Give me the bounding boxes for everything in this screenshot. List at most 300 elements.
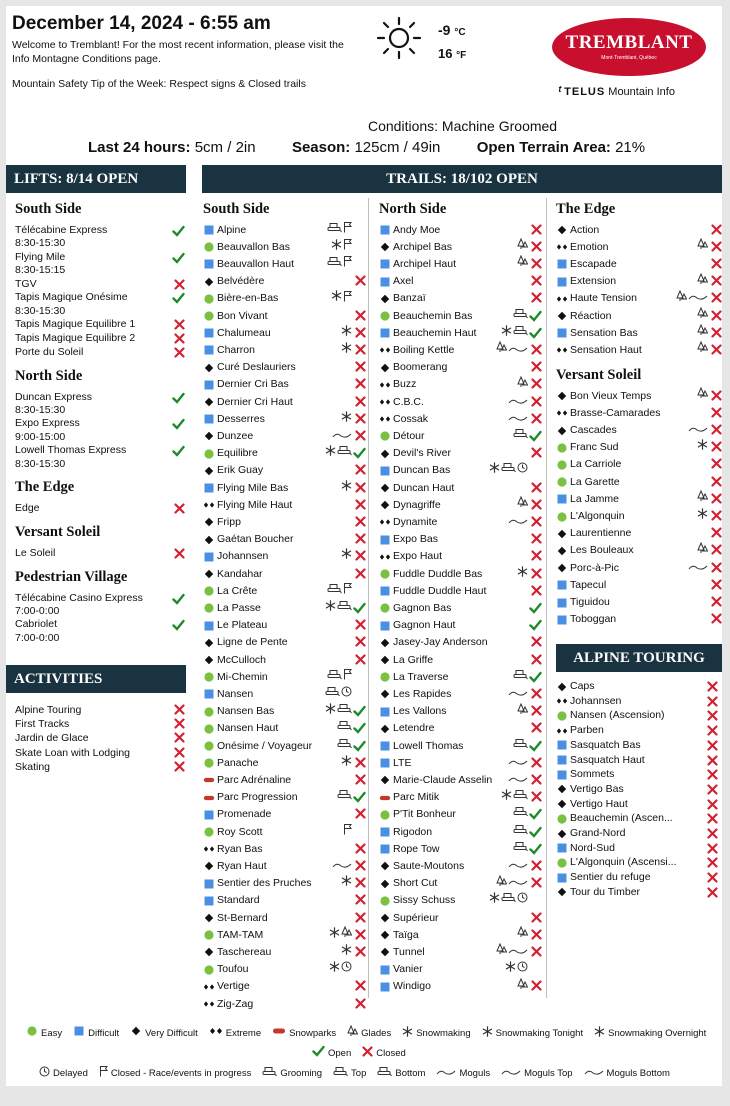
- extreme-double-diamond-icon: [203, 996, 215, 1013]
- trail-name: Desserres: [217, 412, 265, 425]
- trail-name: Andy Moe: [393, 223, 441, 236]
- snowmaking-overnight-icon: [594, 1026, 605, 1043]
- trail-tags: [517, 376, 528, 393]
- trail-row: [379, 600, 542, 617]
- lift-row: [15, 592, 185, 619]
- difficult-square-icon: [379, 824, 391, 841]
- very-difficult-diamond-icon: [203, 652, 215, 669]
- trail-name: Duncan Haut: [393, 481, 455, 494]
- lift-name: Duncan Express: [15, 390, 93, 403]
- trail-row: [203, 634, 366, 651]
- very-difficult-diamond-icon: [379, 359, 391, 376]
- snowmaking-icon: [329, 927, 340, 944]
- trail-row: [379, 273, 542, 290]
- difficult-square-icon: [203, 686, 215, 703]
- trail-row: [203, 703, 366, 720]
- trail-tags: [332, 428, 352, 445]
- closed-race-flag-icon: [343, 290, 352, 308]
- trail-row: [203, 686, 366, 703]
- trail-tags: [688, 422, 708, 439]
- difficult-square-icon: [556, 841, 568, 856]
- trail-row: [203, 325, 366, 342]
- trail-row: [203, 858, 366, 875]
- trail-row: [203, 789, 366, 806]
- very-difficult-diamond-icon: [556, 388, 568, 405]
- legend-label-snowmaking_tonight: Snowmaking Tonight: [495, 1028, 584, 1039]
- grooming-icon: [501, 892, 516, 909]
- trail-name: St-Bernard: [217, 911, 268, 924]
- trail-tags: [517, 978, 528, 995]
- snowmaking-icon: [341, 480, 352, 497]
- trail-tags: [341, 944, 352, 961]
- difficult-square-icon: [556, 870, 568, 885]
- grooming-icon: [513, 789, 528, 806]
- difficult-square-icon: [379, 738, 391, 755]
- column-divider: [368, 198, 369, 998]
- trail-name: Les Rapides: [393, 687, 452, 700]
- easy-circle-icon: [556, 708, 568, 723]
- extreme-double-diamond-icon: [379, 342, 391, 359]
- trail-name: Dunzee: [217, 429, 254, 442]
- trail-row: [203, 720, 366, 737]
- easy-circle-icon: [203, 669, 215, 686]
- trail-row: [379, 824, 542, 841]
- trail-tags: [496, 875, 528, 892]
- tremblant-logo: [552, 18, 706, 76]
- trail-name: Buzz: [393, 378, 417, 391]
- trail-tags: [337, 738, 352, 755]
- touring-row: [556, 694, 722, 709]
- legend-label-very: Very Difficult: [145, 1028, 198, 1039]
- difficult-square-icon: [556, 594, 568, 611]
- trail-row: [379, 514, 542, 531]
- very-difficult-diamond-icon: [379, 290, 391, 307]
- trail-row: [379, 394, 542, 411]
- trail-name: Banzaï: [393, 292, 426, 305]
- trail-name: Détour: [393, 429, 425, 442]
- very-difficult-diamond-icon: [379, 875, 391, 892]
- very-difficult-diamond-icon: [379, 720, 391, 737]
- trail-row: [203, 652, 366, 669]
- trail-row: [556, 290, 722, 307]
- activity-name: First Tracks: [15, 718, 70, 731]
- snowmaking-icon: [341, 325, 352, 342]
- trail-tags: [508, 755, 528, 772]
- trail-tags: [517, 256, 528, 273]
- trail-section-title: Versant Soleil: [556, 367, 642, 384]
- very-difficult-diamond-icon: [203, 394, 215, 411]
- very-difficult-diamond-icon: [556, 679, 568, 694]
- closed-race-flag-icon: [99, 1065, 108, 1083]
- lift-name: Le Soleil: [15, 546, 56, 559]
- trail-tags: [329, 927, 352, 944]
- moguls-icon: [688, 290, 708, 307]
- trail-name: Promenade: [217, 808, 272, 821]
- trail-row: [556, 439, 722, 456]
- easy-circle-icon: [379, 308, 391, 325]
- moguls-icon: [688, 560, 708, 577]
- glades-icon: [697, 341, 708, 359]
- trail-name: Charron: [217, 343, 255, 356]
- touring-name: Nansen (Ascension): [570, 709, 665, 722]
- closed-x-icon: [707, 887, 718, 903]
- snow-stats: Last 24 hours: 5cm / 2in Season: 125cm / 49in Open Terrain Area: 21%: [88, 139, 646, 156]
- trail-name: Toufou: [217, 963, 249, 976]
- difficult-square-icon: [379, 256, 391, 273]
- trail-row: [379, 720, 542, 737]
- glades-icon: [697, 387, 708, 405]
- trail-name: Nansen Bas: [217, 705, 275, 718]
- trail-name: Beauvallon Bas: [217, 240, 290, 253]
- trail-row: [379, 376, 542, 393]
- open-check-icon: [312, 1045, 325, 1063]
- snowmaking-icon: [341, 755, 352, 772]
- trail-row: [203, 428, 366, 445]
- trail-row: [203, 256, 366, 273]
- trail-tags: [341, 755, 352, 772]
- trail-row: [379, 566, 542, 583]
- alpine-touring-header: ALPINE TOURING: [556, 644, 722, 672]
- open-check-icon: [172, 252, 185, 268]
- trail-name: Gaétan Boucher: [217, 533, 294, 546]
- trail-row: [379, 308, 542, 325]
- extreme-double-diamond-icon: [556, 342, 568, 359]
- trail-row: [556, 308, 722, 325]
- moguls-icon: [688, 422, 708, 439]
- very-difficult-diamond-icon: [379, 927, 391, 944]
- closed-x-icon: [362, 1046, 373, 1063]
- trail-name: TAM-TAM: [217, 928, 264, 941]
- trail-name: Fuddle Duddle Haut: [393, 584, 487, 597]
- last24-cm: 5cm: [194, 139, 224, 156]
- difficult-square-icon: [203, 342, 215, 359]
- open-check-icon: [172, 619, 185, 635]
- season-label: Season:: [291, 139, 351, 156]
- trail-row: [556, 222, 722, 239]
- lift-hours: 8:30-15:30: [15, 237, 66, 250]
- legend-label-open: Open: [328, 1048, 352, 1059]
- legend-label-difficult: Difficult: [88, 1028, 120, 1039]
- trail-row: [379, 892, 542, 909]
- trail-row: [203, 342, 366, 359]
- lift-section-title: North Side: [15, 367, 83, 384]
- trail-name: Short Cut: [393, 877, 438, 890]
- trail-row: [379, 411, 542, 428]
- trail-tags: [325, 600, 352, 617]
- trail-row: [203, 480, 366, 497]
- trail-name: Cossak: [393, 412, 429, 425]
- legend-label-closed_race: Closed - Race/events in progress: [110, 1068, 252, 1079]
- trail-name: Taschereau: [217, 945, 272, 958]
- very-difficult-diamond-icon: [203, 531, 215, 548]
- very-difficult-diamond-icon: [379, 497, 391, 514]
- extreme-double-diamond-icon: [556, 290, 568, 307]
- snowmaking-icon: [341, 411, 352, 428]
- trail-name: La Crête: [217, 584, 258, 597]
- trail-tags: [325, 703, 352, 720]
- trail-name: Escapade: [570, 257, 617, 270]
- legend-label-snowparks: Snowparks: [289, 1028, 337, 1039]
- touring-row: [556, 679, 722, 694]
- trail-tags: [513, 308, 528, 325]
- trail-row: [379, 480, 542, 497]
- trail-name: Parc Mitik: [393, 791, 440, 804]
- very-difficult-diamond-icon: [379, 445, 391, 462]
- conditions-summary: Conditions: Machine Groomed: [368, 118, 558, 134]
- trail-name: Beauchemin Bas: [393, 309, 473, 322]
- trail-tags: [337, 789, 352, 806]
- touring-row: [556, 723, 722, 738]
- difficult-square-icon: [556, 738, 568, 753]
- grooming-icon: [337, 789, 352, 806]
- lift-hours: 8:30-15:30: [15, 457, 66, 470]
- activity-name: Alpine Touring: [15, 704, 82, 716]
- trail-name: La Passe: [217, 601, 261, 614]
- glades-icon: [697, 324, 708, 342]
- legend-label-moguls: Moguls: [459, 1068, 491, 1079]
- sun-icon: [374, 16, 424, 60]
- extreme-double-diamond-icon: [556, 405, 568, 422]
- last24-in: 2in: [235, 139, 256, 156]
- trail-row: [556, 256, 722, 273]
- difficult-square-icon: [379, 978, 391, 995]
- logo-word: TREMBLANT: [565, 32, 693, 53]
- trail-tags: [341, 342, 352, 359]
- closed-race-flag-icon: [343, 823, 352, 841]
- lift-row: [15, 332, 185, 345]
- trail-row: [203, 445, 366, 462]
- moguls-icon: [508, 514, 528, 531]
- easy-circle-icon: [556, 456, 568, 473]
- trail-name: Lowell Thomas: [393, 739, 464, 752]
- trail-row: [556, 525, 722, 542]
- lift-section-title: Pedestrian Village: [15, 568, 128, 585]
- welcome-message: [12, 38, 357, 66]
- trail-name: Supérieur: [393, 911, 439, 924]
- trail-name: Boomerang: [393, 361, 448, 374]
- glades-icon: [341, 926, 352, 944]
- activity-row: [15, 731, 185, 745]
- trail-row: [379, 548, 542, 565]
- trail-name: Toboggan: [570, 613, 617, 626]
- snowpark-icon: [203, 789, 215, 806]
- trail-name: Vanier: [393, 963, 423, 976]
- trail-tags: [508, 686, 528, 703]
- trail-row: [379, 342, 542, 359]
- trail-tags: [329, 961, 352, 978]
- trail-row: [379, 428, 542, 445]
- temp-f-unit: °F: [456, 50, 467, 61]
- difficult-square-icon: [203, 548, 215, 565]
- trail-name: Tunnel: [393, 945, 425, 958]
- very-difficult-diamond-icon: [203, 634, 215, 651]
- trail-name: Dernier Cri Haut: [217, 395, 293, 408]
- easy-circle-icon: [556, 439, 568, 456]
- trail-name: Les Bouleaux: [570, 544, 634, 557]
- trail-tags: [513, 841, 528, 858]
- difficult-square-icon: [556, 256, 568, 273]
- trail-tags: [489, 892, 528, 909]
- trail-tags: [517, 703, 528, 720]
- very-difficult-diamond-icon: [556, 422, 568, 439]
- trail-row: [556, 388, 722, 405]
- grooming-icon: [513, 669, 528, 686]
- lift-hours: 8:30-15:15: [15, 264, 66, 277]
- trail-tags: [505, 961, 528, 978]
- closed-race-flag-icon: [343, 255, 352, 273]
- touring-row: [556, 841, 722, 856]
- trail-row: [379, 978, 542, 995]
- report-date: December 14, 2024 - 6:55 am: [12, 13, 271, 34]
- trail-row: [379, 910, 542, 927]
- trail-name: Beauvallon Haut: [217, 257, 295, 270]
- trail-name: Fripp: [217, 515, 241, 528]
- very-difficult-diamond-icon: [556, 525, 568, 542]
- touring-name: Beauchemin (Ascen...: [570, 812, 673, 825]
- closed-race-flag-icon: [343, 238, 352, 256]
- grooming-icon: [327, 256, 342, 273]
- grooming-icon: [513, 308, 528, 325]
- trail-tags: [697, 439, 708, 456]
- trail-name: Archipel Haut: [393, 257, 457, 270]
- difficult-square-icon: [203, 806, 215, 823]
- moguls-icon: [508, 411, 528, 428]
- snowmaking-icon: [501, 789, 512, 806]
- legend-label-closed: Closed: [376, 1048, 406, 1059]
- touring-row: [556, 708, 722, 723]
- trail-row: [203, 376, 366, 393]
- moguls-icon: [508, 875, 528, 892]
- trail-row: [379, 806, 542, 823]
- trail-tags: [489, 462, 528, 479]
- difficult-square-icon: [379, 755, 391, 772]
- glades-icon: [517, 978, 528, 996]
- trail-tags: [517, 239, 528, 256]
- trail-row: [379, 789, 542, 806]
- easy-circle-icon: [556, 811, 568, 826]
- open-check-icon: [172, 418, 185, 434]
- closed-x-icon: [174, 503, 185, 518]
- trail-name: Zig-Zag: [217, 997, 254, 1010]
- snowpark-icon: [203, 772, 215, 789]
- lift-name: Télécabine Express: [15, 224, 108, 236]
- trail-name: Nansen: [217, 687, 254, 700]
- trail-row: [556, 273, 722, 290]
- snowmaking-tonight-icon: [482, 1026, 493, 1043]
- trail-name: Panache: [217, 756, 259, 769]
- grooming-icon: [337, 600, 352, 617]
- difficult-square-icon: [73, 1025, 85, 1043]
- trail-name: Axel: [393, 275, 414, 288]
- trail-name: Ryan Bas: [217, 842, 263, 855]
- lift-hours: 9:00-15:00: [15, 430, 66, 443]
- trail-row: [203, 273, 366, 290]
- trail-row: [379, 703, 542, 720]
- easy-circle-icon: [379, 892, 391, 909]
- trail-tags: [501, 325, 528, 342]
- trail-row: [379, 738, 542, 755]
- safety-tip: Mountain Safety Tip of the Week: Respect signs & Closed trails: [12, 78, 306, 90]
- snowpark-icon: [379, 789, 391, 806]
- grooming-icon: [337, 445, 352, 462]
- very-difficult-diamond-icon: [379, 686, 391, 703]
- touring-row: [556, 855, 722, 870]
- trail-tags: [341, 411, 352, 428]
- trail-row: [556, 405, 722, 422]
- difficult-square-icon: [203, 376, 215, 393]
- trail-row: [379, 944, 542, 961]
- trail-row: [379, 222, 542, 239]
- moguls-icon: [508, 858, 528, 875]
- trail-row: [379, 634, 542, 651]
- trail-name: Dernier Cri Bas: [217, 378, 289, 391]
- very-difficult-diamond-icon: [556, 826, 568, 841]
- trail-row: [203, 978, 366, 995]
- easy-circle-icon: [203, 824, 215, 841]
- lift-row: [15, 444, 185, 471]
- difficult-square-icon: [203, 875, 215, 892]
- easy-circle-icon: [556, 474, 568, 491]
- touring-row: [556, 885, 722, 900]
- trail-row: [556, 491, 722, 508]
- closed-x-icon: [174, 548, 185, 563]
- trail-name: Onésime / Voyageur: [217, 739, 313, 752]
- trail-row: [203, 961, 366, 978]
- touring-name: Tour du Timber: [570, 885, 641, 898]
- difficult-square-icon: [203, 617, 215, 634]
- very-difficult-diamond-icon: [203, 359, 215, 376]
- activities-header: ACTIVITIES: [6, 665, 186, 693]
- temperature-fahrenheit: [438, 46, 466, 61]
- terrain-value: 21%: [615, 139, 646, 156]
- grooming-icon: [513, 841, 528, 858]
- glades-icon: [697, 307, 708, 325]
- trail-name: Vertige: [217, 980, 250, 993]
- very-difficult-diamond-icon: [379, 772, 391, 789]
- trail-tags: [697, 308, 708, 325]
- trail-tags: [513, 669, 528, 686]
- trail-row: [379, 617, 542, 634]
- trail-name: Gagnon Bas: [393, 601, 452, 614]
- delayed-clock-icon: [341, 686, 352, 703]
- touring-row: [556, 782, 722, 797]
- trail-row: [379, 686, 542, 703]
- trail-tags: [513, 428, 528, 445]
- trail-name: Belvédère: [217, 275, 265, 288]
- grooming-icon: [327, 222, 342, 239]
- legend-label-extreme: Extreme: [225, 1028, 262, 1039]
- legend-label-moguls_top: Moguls Top: [524, 1068, 573, 1079]
- difficult-square-icon: [203, 222, 215, 239]
- open-check-icon: [172, 392, 185, 408]
- very-difficult-diamond-icon: [556, 308, 568, 325]
- grooming-bottom-icon: [377, 1066, 392, 1083]
- very-difficult-diamond-icon: [379, 858, 391, 875]
- very-difficult-diamond-icon: [203, 858, 215, 875]
- grooming-icon: [337, 720, 352, 737]
- difficult-square-icon: [379, 583, 391, 600]
- trail-tags: [343, 824, 352, 841]
- temp-f-value: 16: [438, 46, 453, 61]
- legend-row: [312, 1046, 414, 1062]
- lift-name: Lowell Thomas Express: [15, 444, 127, 457]
- snowmaking-icon: [505, 961, 516, 978]
- lift-name: Expo Express: [15, 417, 80, 430]
- trail-tags: [697, 325, 708, 342]
- very-difficult-diamond-icon: [556, 542, 568, 559]
- trail-row: [203, 411, 366, 428]
- extreme-double-diamond-icon: [556, 239, 568, 256]
